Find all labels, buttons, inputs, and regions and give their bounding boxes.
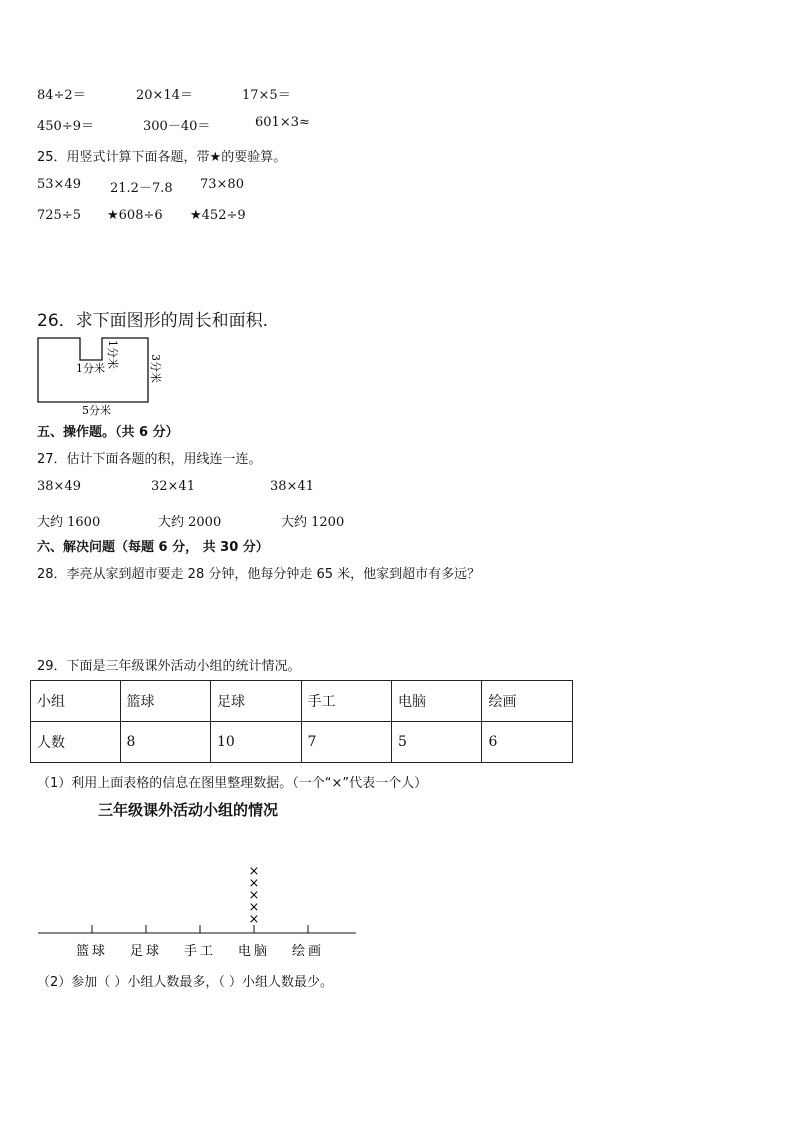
x-mark: × <box>248 888 260 903</box>
q25-item: 21.2－7.8 <box>110 181 173 196</box>
table-cell: 10 <box>216 734 235 750</box>
calc-3: 17×5＝ <box>242 88 291 103</box>
tick-label: 绘画 <box>291 944 325 959</box>
tick-label: 篮球 <box>75 944 109 959</box>
q25-item: 725÷5 <box>37 208 81 223</box>
table-cell: 8 <box>126 734 136 750</box>
tick-label: 足球 <box>129 944 163 959</box>
chart-area <box>30 850 370 965</box>
q27-estimate: 大约 1200 <box>281 515 345 530</box>
q27-product: 38×41 <box>270 479 314 494</box>
q25-item: ★452÷9 <box>190 208 246 223</box>
table-cell: 小组 <box>37 694 65 710</box>
calc-1: 84÷2＝ <box>37 88 86 103</box>
stats-table <box>30 680 573 763</box>
q27-product: 38×49 <box>37 479 81 494</box>
q27-text: 27．估计下面各题的积，用线连一连。 <box>37 452 262 467</box>
x-mark: × <box>248 912 260 927</box>
section-6-heading: 六、解决问题（每题 6 分， 共 30 分） <box>37 540 269 555</box>
tick-label: 手工 <box>183 944 217 959</box>
x-mark: × <box>248 900 260 915</box>
calc-2: 20×14＝ <box>136 88 193 103</box>
label-notch-width: 1分米 <box>76 362 105 375</box>
calc-6: 601×3≈ <box>255 115 310 130</box>
q29-text: 29．下面是三年级课外活动小组的统计情况。 <box>37 659 301 674</box>
q28-text: 28．李亮从家到超市要走 28 分钟，他每分钟走 65 米，他家到超市有多远？ <box>37 567 481 582</box>
shape-figure <box>30 334 180 418</box>
q25-item: 53×49 <box>37 177 81 192</box>
table-cell: 足球 <box>216 694 245 710</box>
q27-estimate: 大约 2000 <box>158 515 222 530</box>
label-width: 5分米 <box>82 404 111 417</box>
chart-title: 三年级课外活动小组的情况 <box>98 801 279 819</box>
x-mark: × <box>248 864 260 879</box>
q27-product: 32×41 <box>151 479 195 494</box>
q26-text: 26．求下面图形的周长和面积. <box>37 311 269 331</box>
q27-estimate: 大约 1600 <box>37 515 101 530</box>
q25-text: 25．用竖式计算下面各题，带★的要验算。 <box>37 150 287 165</box>
table-row <box>31 681 573 722</box>
label-height: 3分米 <box>149 354 162 383</box>
table-cell: 5 <box>397 734 407 750</box>
table-cell: 人数 <box>37 735 65 751</box>
tick-label: 电脑 <box>237 944 271 959</box>
table-cell: 手工 <box>307 694 336 710</box>
label-notch-depth: 1分米 <box>106 340 119 369</box>
q29-sub2: （2）参加（ ）小组人数最多，（ ）小组人数最少。 <box>37 975 334 990</box>
calc-5: 300－40＝ <box>143 119 211 134</box>
table-cell: 7 <box>307 734 317 750</box>
table-row <box>31 722 573 763</box>
q29-sub1: （1）利用上面表格的信息在图里整理数据。（一个“×”代表一个人） <box>37 776 428 791</box>
q25-item: 73×80 <box>200 177 244 192</box>
table-cell: 篮球 <box>126 694 155 710</box>
section-5-heading: 五、操作题。（共 6 分） <box>37 425 179 440</box>
table-cell: 电脑 <box>397 694 426 710</box>
table-cell: 6 <box>488 734 498 750</box>
table-cell: 绘画 <box>488 694 517 710</box>
calc-4: 450÷9＝ <box>37 119 94 134</box>
q25-item: ★608÷6 <box>107 208 163 223</box>
x-mark: × <box>248 876 260 891</box>
